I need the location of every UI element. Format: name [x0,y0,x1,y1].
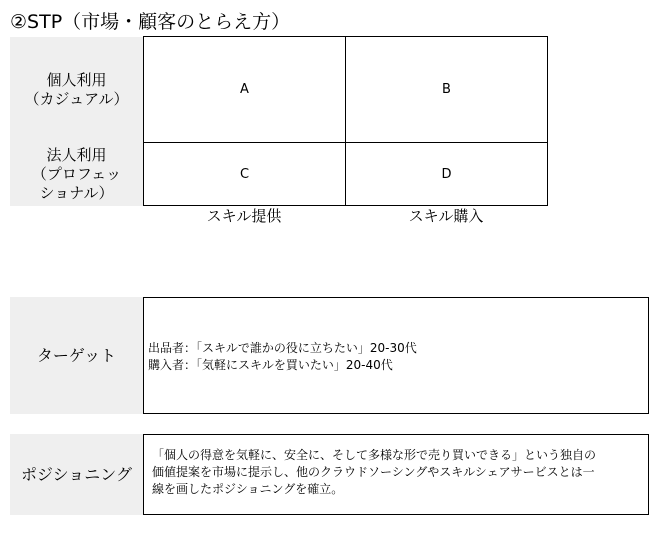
row-label-line: 法人利用 [46,145,107,164]
segment-cell-d: D [345,142,548,206]
row-label-line: （カジュアル） [24,89,129,108]
target-line: 購入者：「気軽にスキルを買いたい」20-40代 [148,358,393,372]
positioning-line: 価値提案を市場に提示し、他のクラウドソーシングやスキルシェアサービスとは一 [152,465,595,479]
row-label-line: ショナル） [39,183,114,202]
positioning-line: 線を画したポジショニングを確立。 [152,482,344,496]
page-title: ②STP（市場・顧客のとらえ方） [10,11,291,33]
target-label: ターゲット [10,297,143,414]
row-label-line: 個人利用 [46,70,107,89]
positioning-label: ポジショニング [10,434,143,515]
segment-cell-b: B [345,36,548,143]
column-label-skill-purchase: スキル購入 [408,207,484,225]
column-label-skill-provide: スキル提供 [206,207,282,225]
row-label-line: （プロフェッ [31,164,122,183]
row-label-corporate [10,142,143,206]
target-line: 出品者：「スキルで誰かの役に立ちたい」20-30代 [148,341,417,355]
segment-cell-a: A [143,36,346,143]
segment-cell-c: C [143,142,346,206]
row-label-personal [10,37,143,142]
positioning-box [143,434,649,515]
positioning-line: 「個人の得意を気軽に、安全に、そして多様な形で売り買いできる」という独自の [152,448,597,462]
target-box [143,297,649,414]
